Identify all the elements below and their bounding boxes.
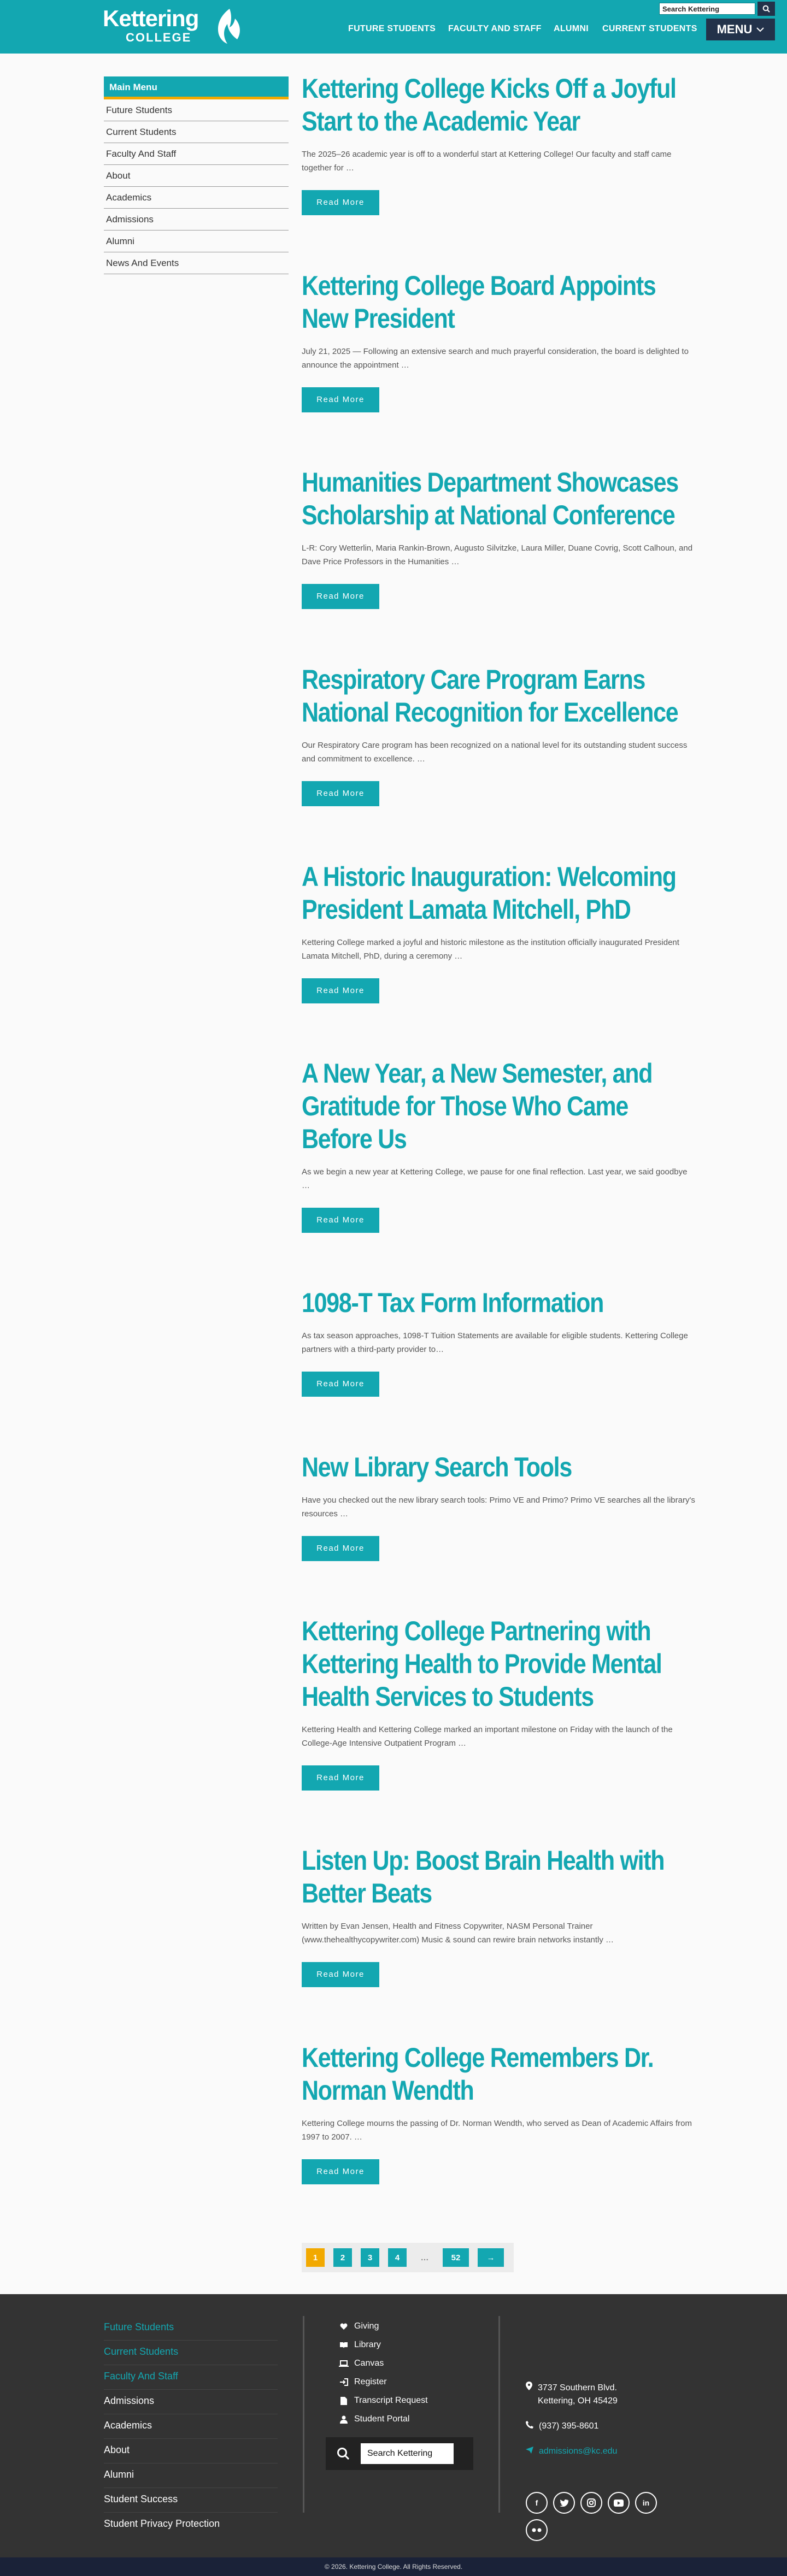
kettering-college-logo[interactable]: [103, 5, 245, 47]
post-title[interactable]: 1098-T Tax Form Information: [302, 1287, 604, 1318]
address: [526, 2382, 618, 2408]
read-more-button[interactable]: Read More: [302, 2159, 379, 2184]
read-more-button[interactable]: Read More: [302, 1962, 379, 1987]
footer-search: [326, 2437, 473, 2470]
post-excerpt: Kettering Health and Kettering College marked an important milestone on Friday with the launch of the College-Age Intensive Outpatient Program …: [302, 1725, 673, 1748]
read-more-button[interactable]: Read More: [302, 1208, 379, 1233]
post-excerpt: Kettering College mourns the passing of Dr. Norman Wendth, who served as Dean of Academic Affairs from 1997 to 2007. …: [302, 2119, 692, 2142]
chevron-down-icon: [756, 27, 764, 32]
copyright: © 2026. Kettering College. All Rights Reserved.: [0, 2557, 787, 2576]
logo-flame-icon: [213, 8, 243, 45]
sidebar-item-about[interactable]: About: [104, 165, 289, 187]
news-post: [302, 1057, 695, 1233]
site-header: [0, 0, 787, 54]
post-excerpt: July 21, 2025 — Following an extensive search and much prayerful consideration, the board is delighted to announce the appointment …: [302, 347, 689, 370]
quick-link-canvas[interactable]: [339, 2354, 428, 2373]
search-icon[interactable]: [337, 2447, 350, 2460]
read-more-button[interactable]: Read More: [302, 978, 379, 1003]
quick-link-label: Student Portal: [354, 2414, 410, 2424]
email-address: admissions@kc.edu: [539, 2447, 618, 2456]
footer-divider: [498, 2316, 500, 2513]
quick-link-giving[interactable]: [339, 2317, 428, 2336]
user-icon: [339, 2414, 349, 2424]
sidebar-title: Main Menu: [104, 76, 289, 99]
envelope-icon: [526, 2445, 533, 2458]
post-excerpt: Have you checked out the new library search tools: Primo VE and Primo? Primo VE searches all the library's resources …: [302, 1496, 695, 1519]
document-icon: [339, 2396, 349, 2406]
news-post: [302, 1286, 695, 1397]
footer-link-faculty-and-staff[interactable]: Faculty And Staff: [104, 2365, 278, 2390]
linkedin-icon[interactable]: in: [635, 2492, 657, 2514]
nav-faculty-and-staff[interactable]: FACULTY AND STAFF: [448, 24, 542, 33]
news-post: [302, 1451, 695, 1561]
book-icon: [339, 2340, 349, 2350]
post-title[interactable]: Kettering College Kicks Off a Joyful Start to the Academic Year: [302, 73, 676, 137]
post-title[interactable]: Respiratory Care Program Earns National Recognition for Excellence: [302, 664, 678, 728]
pagination-ellipsis: …: [420, 2253, 429, 2262]
logo-subtitle: COLLEGE: [126, 31, 192, 44]
nav-future-students[interactable]: FUTURE STUDENTS: [348, 24, 436, 33]
pagination: [302, 2243, 514, 2272]
news-post: [302, 269, 695, 412]
quick-link-label: Transcript Request: [354, 2396, 428, 2405]
contact-info: [526, 2382, 618, 2470]
quick-link-label: Giving: [354, 2321, 379, 2331]
heart-icon: [339, 2321, 349, 2331]
post-excerpt: Our Respiratory Care program has been recognized on a national level for its outstanding student success and commitment to excellence. …: [302, 741, 688, 764]
news-post: [302, 1615, 695, 1791]
page-3-button[interactable]: 3: [361, 2248, 379, 2267]
quick-link-transcript-request[interactable]: [339, 2391, 428, 2410]
post-excerpt: The 2025–26 academic year is off to a wonderful start at Kettering College! Our faculty and staff came together for …: [302, 150, 672, 173]
header-search-input[interactable]: Search Kettering: [659, 3, 755, 15]
instagram-icon[interactable]: [580, 2492, 602, 2514]
footer-link-future-students[interactable]: Future Students: [104, 2316, 278, 2341]
quick-links: [339, 2317, 428, 2429]
read-more-button[interactable]: Read More: [302, 781, 379, 806]
news-post: [302, 1844, 695, 1987]
post-excerpt: Written by Evan Jensen, Health and Fitness Copywriter, NASM Personal Trainer (www.thehealthycopywriter.com) Music & sound can rewire brain networks instantly …: [302, 1922, 614, 1945]
post-excerpt: As tax season approaches, 1098-T Tuition Statements are available for eligible students. Kettering College partners with a third-party provider to…: [302, 1331, 688, 1354]
post-title[interactable]: New Library Search Tools: [302, 1452, 572, 1482]
sidebar-item-alumni[interactable]: Alumni: [104, 231, 289, 252]
post-title[interactable]: A Historic Inauguration: Welcoming President Lamata Mitchell, PhD: [302, 861, 676, 925]
footer-link-alumni[interactable]: Alumni: [104, 2463, 278, 2488]
sidebar-item-future-students[interactable]: Future Students: [104, 99, 289, 121]
address-line-1: 3737 Southern Blvd.: [538, 2383, 617, 2392]
logo-wordmark: Kettering: [103, 5, 199, 31]
quick-link-label: Canvas: [354, 2359, 384, 2368]
menu-label: MENU: [716, 22, 753, 36]
nav-alumni[interactable]: ALUMNI: [554, 24, 589, 33]
sidebar-item-faculty-and-staff[interactable]: Faculty And Staff: [104, 143, 289, 165]
footer-link-admissions[interactable]: Admissions: [104, 2390, 278, 2414]
news-post: [302, 2041, 695, 2184]
post-excerpt: Kettering College marked a joyful and historic milestone as the institution officially inaugurated President Lamata Mitchell, PhD, during a ceremony …: [302, 938, 679, 961]
social-links: [526, 2492, 668, 2541]
address-line-2: Kettering, OH 45429: [538, 2396, 618, 2406]
phone-icon: [526, 2420, 533, 2433]
nav-current-students[interactable]: CURRENT STUDENTS: [602, 24, 697, 33]
footer-link-current-students[interactable]: Current Students: [104, 2341, 278, 2365]
post-title[interactable]: A New Year, a New Semester, and Gratitude for Those Who Came Before Us: [302, 1058, 653, 1154]
footer-link-about[interactable]: About: [104, 2439, 278, 2463]
sidebar-item-academics[interactable]: Academics: [104, 187, 289, 209]
sign-in-icon: [339, 2377, 349, 2387]
footer-divider: [303, 2316, 304, 2513]
page-2-button[interactable]: 2: [333, 2248, 352, 2267]
page-1-button[interactable]: 1: [306, 2248, 325, 2267]
email[interactable]: [526, 2445, 618, 2458]
sidebar-item-current-students[interactable]: Current Students: [104, 121, 289, 143]
menu-button[interactable]: [706, 19, 775, 40]
search-icon: [762, 5, 770, 13]
post-title[interactable]: Kettering College Partnering with Kettering Health to Provide Mental Health Services to Students: [302, 1616, 662, 1712]
read-more-button[interactable]: Read More: [302, 1372, 379, 1397]
footer-search-input[interactable]: Search Kettering: [361, 2443, 454, 2464]
phone[interactable]: [526, 2420, 618, 2433]
quick-link-label: Register: [354, 2377, 387, 2386]
youtube-icon[interactable]: [608, 2492, 630, 2514]
read-more-button[interactable]: Read More: [302, 387, 379, 412]
footer-link-student-privacy[interactable]: Student Privacy Protection: [104, 2518, 220, 2529]
main-menu-sidebar: [104, 76, 289, 274]
read-more-button[interactable]: Read More: [302, 190, 379, 215]
sidebar-item-admissions[interactable]: Admissions: [104, 209, 289, 231]
post-excerpt: L-R: Cory Wetterlin, Maria Rankin-Brown, Augusto Silvitzke, Laura Miller, Duane Covrig, Scott Calhoun, and Dave Price Professors in the Humanities …: [302, 543, 693, 566]
quick-link-student-portal[interactable]: [339, 2410, 428, 2429]
read-more-button[interactable]: Read More: [302, 1765, 379, 1791]
read-more-button[interactable]: Read More: [302, 1536, 379, 1561]
quick-link-library[interactable]: [339, 2336, 428, 2354]
next-page-button[interactable]: →: [478, 2248, 504, 2267]
footer-links: [104, 2316, 278, 2537]
page-4-button[interactable]: 4: [388, 2248, 407, 2267]
post-title[interactable]: Humanities Department Showcases Scholarship at National Conference: [302, 467, 678, 530]
header-search-button[interactable]: [757, 2, 775, 16]
quick-link-label: Library: [354, 2340, 381, 2349]
news-post: [302, 663, 695, 806]
post-title[interactable]: Kettering College Remembers Dr. Norman Wendth: [302, 2042, 654, 2106]
post-title[interactable]: Kettering College Board Appoints New President: [302, 270, 656, 334]
map-marker-icon: [526, 2382, 532, 2408]
news-post: [302, 466, 695, 609]
page-last-button[interactable]: 52: [443, 2248, 469, 2267]
read-more-button[interactable]: Read More: [302, 584, 379, 609]
laptop-icon: [339, 2359, 349, 2368]
twitter-icon[interactable]: [553, 2492, 575, 2514]
site-footer: [0, 2294, 787, 2557]
phone-number: (937) 395-8601: [539, 2421, 599, 2431]
quick-link-register[interactable]: [339, 2373, 428, 2391]
facebook-icon[interactable]: f: [526, 2492, 548, 2514]
post-excerpt: As we begin a new year at Kettering College, we pause for one final reflection. Last year, we said goodbye …: [302, 1167, 688, 1190]
footer-link-student-success[interactable]: Student Success: [104, 2488, 278, 2513]
sidebar-item-news-and-events[interactable]: News And Events: [104, 252, 289, 274]
post-title[interactable]: Listen Up: Boost Brain Health with Better Beats: [302, 1845, 665, 1909]
news-post: [302, 860, 695, 1003]
news-post: [302, 72, 695, 215]
footer-link-academics[interactable]: Academics: [104, 2414, 278, 2439]
flickr-icon[interactable]: [526, 2519, 548, 2541]
